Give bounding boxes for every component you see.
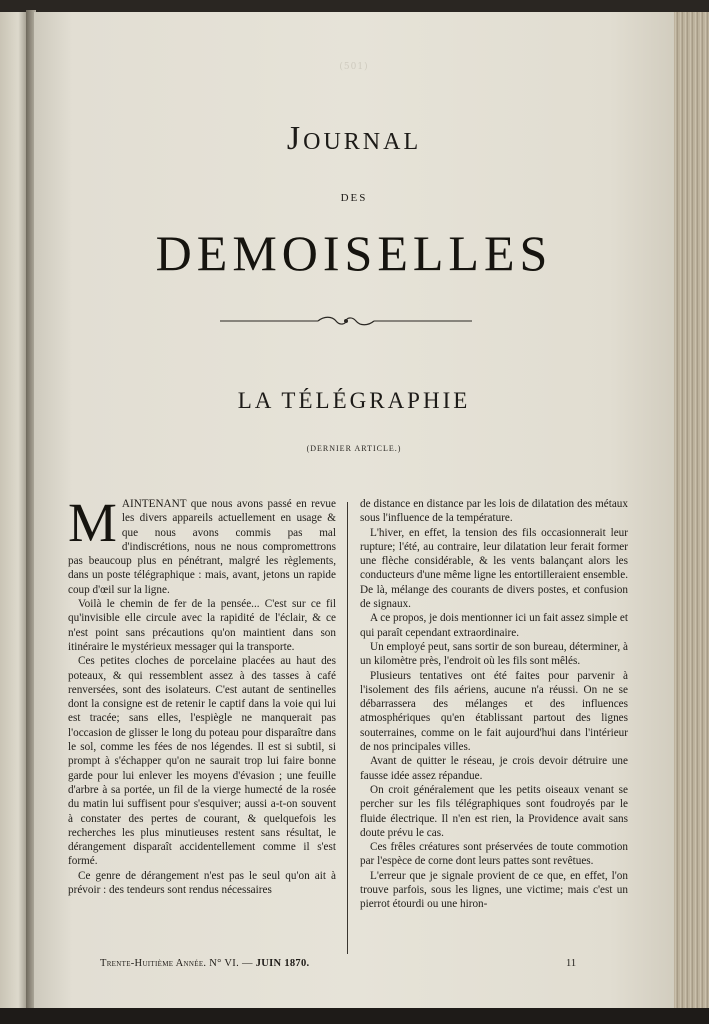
- page-footer: [100, 958, 370, 969]
- article-title: LA TÉLÉGRAPHIE: [237, 388, 471, 413]
- right-column: [360, 497, 628, 957]
- paragraph: L'hiver, en effet, la tension des fils occasionnerait leur rupture; l'été, au contraire, leur dilatation leur ferait former une flèche considérable, & les vents balançant alors les conducteurs d'une même ligne les entortilleraient ensemble. De là, mélange des courants de divers postes, et confusion de signaux.: [360, 526, 628, 611]
- paragraph: A ce propos, je dois mentionner ici un fait assez simple et qui paraît cependant extraordinaire.: [360, 612, 628, 639]
- facing-page-edge: [0, 12, 26, 1008]
- page-stack-edges: [674, 12, 709, 1012]
- paragraph: L'erreur que je signale provient de ce que, en effet, l'on trouve parfois, sous les lignes, une victime; mais c'est un pierrot étourdi ou une hiron-: [360, 869, 628, 911]
- paragraph: Plusieurs tentatives ont été faites pour parvenir à l'isolement des fils aériens, aucune n'a réussi. On ne se débarrassera des mélanges et des influences atmosphériques qu'en établissant partout des lignes souterraines, comme on le fait aujourd'hui dans l'intérieur de nos principales villes.: [360, 669, 628, 754]
- article-subtitle: (DERNIER ARTICLE.): [306, 444, 402, 453]
- paragraph: Un employé peut, sans sortir de son bureau, déterminer, à un kilomètre près, l'endroit où les fils sont mêlés.: [360, 640, 628, 668]
- masthead-journal: Journal: [286, 120, 422, 157]
- journal-page: [34, 12, 674, 1008]
- paragraph: Voilà le chemin de fer de la pensée... C'est sur ce fil qu'invisible elle circule avec la rapidité de l'éclair, & ce n'est point sans précautions qu'on maintient dans son itinéraire le mystérieux messager qui la transporte.: [68, 598, 336, 653]
- paragraph: de distance en distance par les lois de dilatation des métaux sous l'influence de la température.: [360, 498, 628, 525]
- footer-separator: —: [241, 958, 253, 969]
- background-band: [0, 1008, 709, 1024]
- footer-number: N° VI.: [209, 958, 240, 969]
- paragraph: On croit généralement que les petits oiseaux venant se percher sur les fils télégraphiques sont foudroyés par le fluide électrique. Il n'en est rien, la Providence avait sans doute prévu le cas.: [360, 783, 628, 839]
- masthead-demoiselles: DEMOISELLES: [155, 225, 553, 281]
- signature-mark: 11: [566, 958, 577, 969]
- paragraph: Ces frêles créatures sont préservées de toute commotion par l'espèce de corne dont leurs pattes sont revêtues.: [360, 841, 628, 868]
- masthead-des: DES: [340, 192, 368, 204]
- footer-year: Trente-Huitième Année.: [100, 958, 207, 969]
- paragraph: Ces petites cloches de porcelaine placées au haut des poteaux, & qui ressemblent assez à des tasses à café renversées, sont des isolateurs. C'est autant de sentinelles dont la consigne est de retenir le captif dans la voie qui lui est tracée; sans elles, l'espiègle ne manquerait pas l'occasion de glisser le long du poteau pour disparaître dans le sol, comme les fées de nos légendes. Il est si subtil, si prompt à s'échapper qu'on ne saurait trop lui faire bonne garde pour lui enlever les moyens d'évasion ; une feuille d'arbre à sa portée, un fil de la vierge humecté de la rosée du matin lui suffisent pour s'esquiver; aussi a-t-on souvent à constater des pertes de courant, & quelquefois les recherches les plus minutieuses restent sans résultat, le dérangement disparaît accidentellement comme il s'est formé.: [68, 655, 336, 868]
- paragraph: Ce genre de dérangement n'est pas le seul qu'on ait à prévoir : des tendeurs sont rendus nécessaires: [68, 869, 336, 897]
- column-rule: [347, 502, 348, 954]
- footer-date: JUIN 1870.: [255, 958, 310, 969]
- ornament-divider-icon: [220, 314, 472, 328]
- paragraph: AINTENANT que nous avons passé en revue les divers appareils actuellement en usage & que nous avons commis pas mal d'indiscrétions, nous ne nous compromettrons pas beaucoup plus en pénétrant, malgré les règlements, dans un poste télégraphique : mais, avant, jetons un rapide coup d'œil sur la ligne.: [68, 498, 336, 596]
- faint-page-number: (501): [339, 62, 369, 72]
- paragraph: Avant de quitter le réseau, je crois devoir détruire une fausse idée assez répandue.: [360, 755, 628, 782]
- left-column: [68, 497, 336, 957]
- drop-cap: M: [68, 497, 117, 553]
